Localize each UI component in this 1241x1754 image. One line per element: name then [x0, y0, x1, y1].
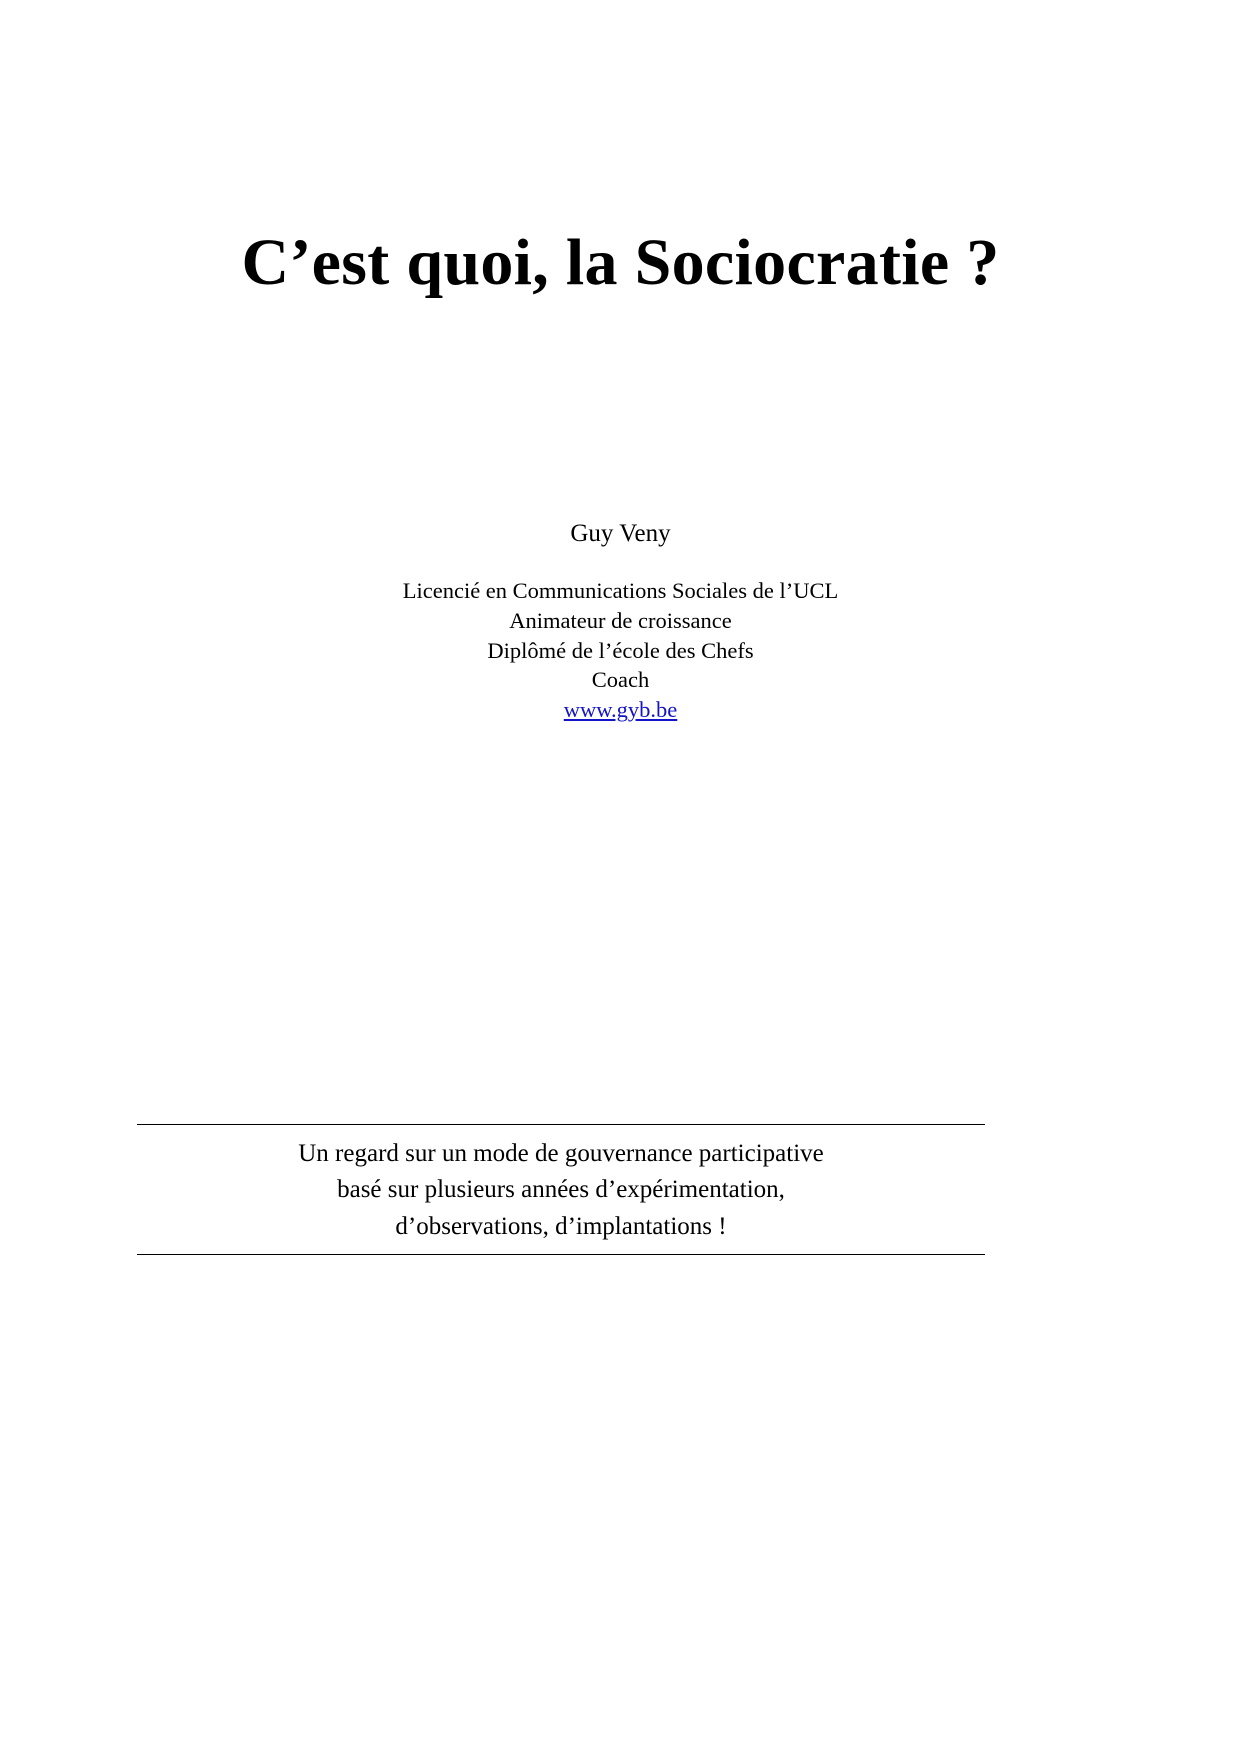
page-title: C’est quoi, la Sociocratie ? — [241, 226, 1000, 299]
website-line — [0, 695, 1241, 725]
subtitle-line-1: Un regard sur un mode de gouvernance participative — [298, 1140, 824, 1167]
subtitle-rule-bottom — [137, 1254, 985, 1255]
subtitle-line-2: basé sur plusieurs années d’expérimentation, — [337, 1176, 785, 1204]
author-block — [0, 518, 1241, 725]
subtitle-block — [137, 1124, 985, 1255]
author-name: Guy Veny — [570, 520, 671, 547]
credential-line-role: Animateur de croissance — [509, 607, 732, 633]
subtitle-line-3: d’observations, d’implantations ! — [395, 1212, 727, 1240]
website-link[interactable]: www.gyb.be — [563, 697, 678, 722]
credential-line-coach: Coach — [591, 667, 650, 693]
credential-line-degree: Licencié en Communications Sociales de l’UCL — [402, 578, 839, 604]
subtitle-text — [137, 1125, 985, 1254]
title-block — [0, 228, 1241, 298]
credential-line-diploma: Diplômé de l’école des Chefs — [487, 637, 754, 663]
author-credentials — [0, 576, 1241, 724]
